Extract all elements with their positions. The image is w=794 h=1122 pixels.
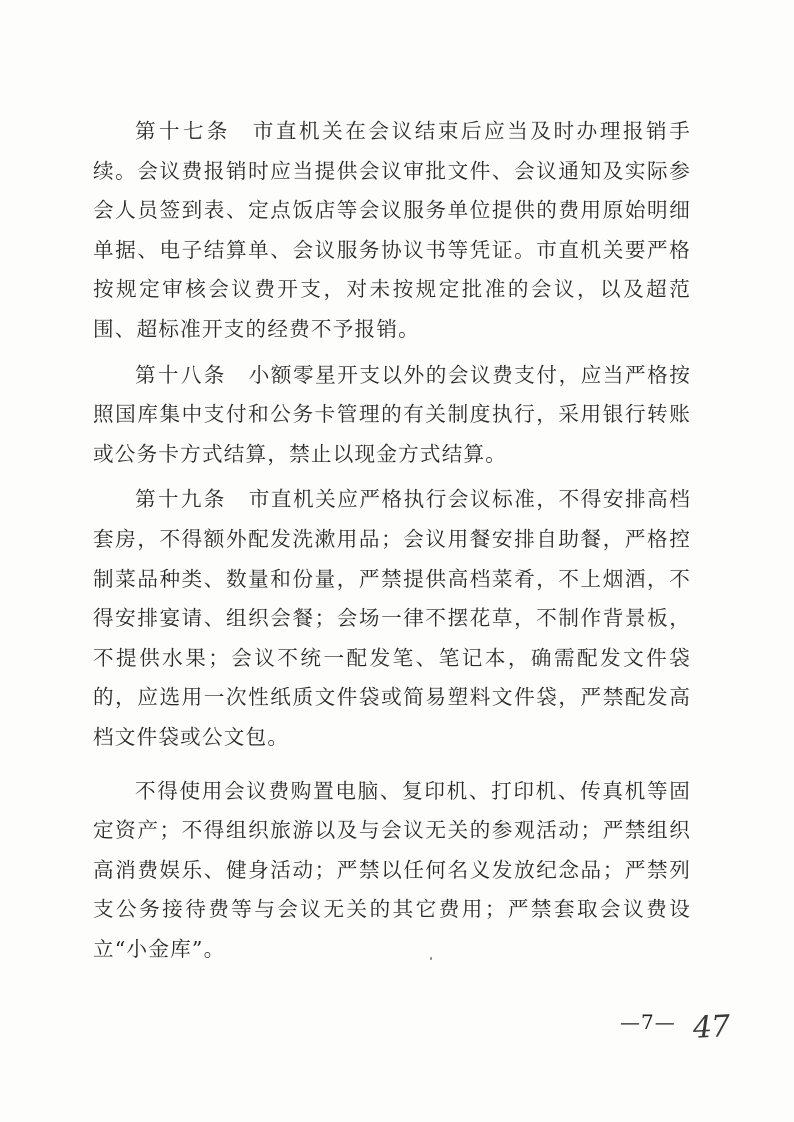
article-18-heading: 第十八条: [135, 362, 227, 387]
article-18-text: 小额零星开支以外的会议费支付，应当严格按照国库集中支付和公务卡管理的有关制度执行，采用银行转账或公务卡方式结算，禁止以现金方式结算。: [93, 362, 692, 466]
article-17-text: 市直机关在会议结束后应当及时办理报销手续。会议费报销时应当提供会议审批文件、会议通知及实际参会人员签到表、定点饭店等会议服务单位提供的费用原始明细单据、电子结算单、会议服务协议书等凭证。市直机关要严格按规定审核会议费开支，对未按规定批准的会议，以及超范围、超标准开支的经费不予报销。: [93, 119, 691, 341]
scan-speck: [430, 957, 432, 960]
prohibitions-text: 不得使用会议费购置电脑、复印机、打印机、传真机等固定资产；不得组织旅游以及与会议无关的参观活动；严禁组织高消费娱乐、健身活动；严禁以任何名义发放纪念品；严禁列支公务接待费等与会议无关的其它费用；严禁套取会议费设立“小金库”。: [93, 778, 691, 961]
article-17-heading: 第十七条: [135, 119, 231, 143]
article-19-text: 市直机关应严格执行会议标准，不得安排高档套房，不得额外配发洗漱用品；会议用餐安排自助餐，严格控制菜品种类、数量和份量，严禁提供高档菜肴，不上烟酒，不得安排宴请、组织会餐；会场一律不摆花草，不制作背景板，不提供水果；会议不统一配发笔、笔记本，确需配发文件袋的，应选用一次性纸质文件袋或简易塑料文件袋，严禁配发高档文件袋或公文包。: [93, 487, 692, 749]
article-19-paragraph: [93, 480, 691, 757]
page-number: —7—: [620, 1010, 676, 1034]
prohibitions-paragraph: [93, 772, 691, 970]
article-19-heading: 第十九条: [135, 487, 227, 512]
document-body: [93, 112, 691, 969]
handwritten-page-number: 47: [692, 1009, 731, 1046]
article-17-paragraph: [93, 112, 691, 350]
article-18-paragraph: [93, 356, 691, 475]
